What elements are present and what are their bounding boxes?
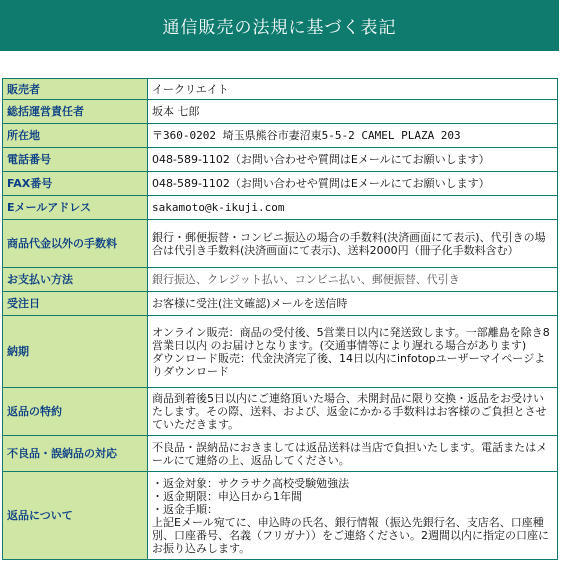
legal-notice-table [2,78,558,560]
row-value: 〒360-0202 埼玉県熊谷市妻沼東5-5-2 CAMEL PLAZA 203 [148,124,558,148]
row-value: イークリエイト [148,79,558,100]
row-value: お客様に受注(注文確認)メールを送信時 [148,292,558,316]
row-label: 総括運営責任者 [3,100,148,124]
row-label: 受注日 [3,292,148,316]
row-label: 販売者 [3,79,148,100]
page-title-bar [0,0,559,51]
row-label: 返品の特約 [3,388,148,436]
row-label: Eメールアドレス [3,196,148,220]
row-value: 坂本 七郎 [148,100,558,124]
table-row [3,436,558,472]
row-value: 銀行振込、クレジット払い、コンビニ払い、郵便振替、代引き [148,268,558,292]
row-value: オンライン販売：商品の受付後、5営業日以内に発送致します。一部離島を除き8営業日以内 のお届けとなります。(交通事情等により遅れる場合があります) ダウンロード販売：代金決済完了後、14日以内にinfotopユーザーマイページよりダウンロード [148,316,558,388]
row-label: 返品について [3,472,148,560]
table-row [3,388,558,436]
table-row [3,100,558,124]
table-row [3,79,558,100]
row-label: 所在地 [3,124,148,148]
row-label: 商品代金以外の手数料 [3,220,148,268]
table-row [3,316,558,388]
page-title: 通信販売の法規に基づく表記 [162,18,397,38]
row-label: FAX番号 [3,172,148,196]
row-label: 電話番号 [3,148,148,172]
table-row [3,472,558,560]
row-label: 納期 [3,316,148,388]
row-value: ・返金対象：サクラサク高校受験勉強法 ・返金期限：申込日から1年間 ・返金手順： 上記Eメール宛てに、申込時の氏名、銀行情報（振込先銀行名、支店名、口座種別、口座番号、名義（フリガナ））をご連絡ください。2週間以内に指定の口座にお振り込みします。 [148,472,558,560]
table-row [3,292,558,316]
row-value: 銀行・郵便振替・コンビニ振込の場合の手数料(決済画面にて表示)、代引きの場合は代引き手数料(決済画面にて表示)、送料2000円（冊子化手数料含む） [148,220,558,268]
row-value: 商品到着後5日以内にご連絡頂いた場合、未開封品に限り交換・返品をお受けいたします。その際、送料、および、返金にかかる手数料はお客様のご負担とさせていただきます。 [148,388,558,436]
row-label: お支払い方法 [3,268,148,292]
table-row [3,268,558,292]
email-value[interactable]: sakamoto@k-ikuji.com [148,196,558,220]
table-row [3,196,558,220]
table-row [3,148,558,172]
table-row [3,124,558,148]
row-value: 不良品・誤納品におきましては返品送料は当店で負担いたします。電話またはメールにて連絡の上、返品してください。 [148,436,558,472]
table-row [3,220,558,268]
table-row [3,172,558,196]
row-value: 048-589-1102（お問い合わせや質問はEメールにてお願いします） [148,172,558,196]
row-label: 不良品・誤納品の対応 [3,436,148,472]
row-value: 048-589-1102（お問い合わせや質問はEメールにてお願いします） [148,148,558,172]
